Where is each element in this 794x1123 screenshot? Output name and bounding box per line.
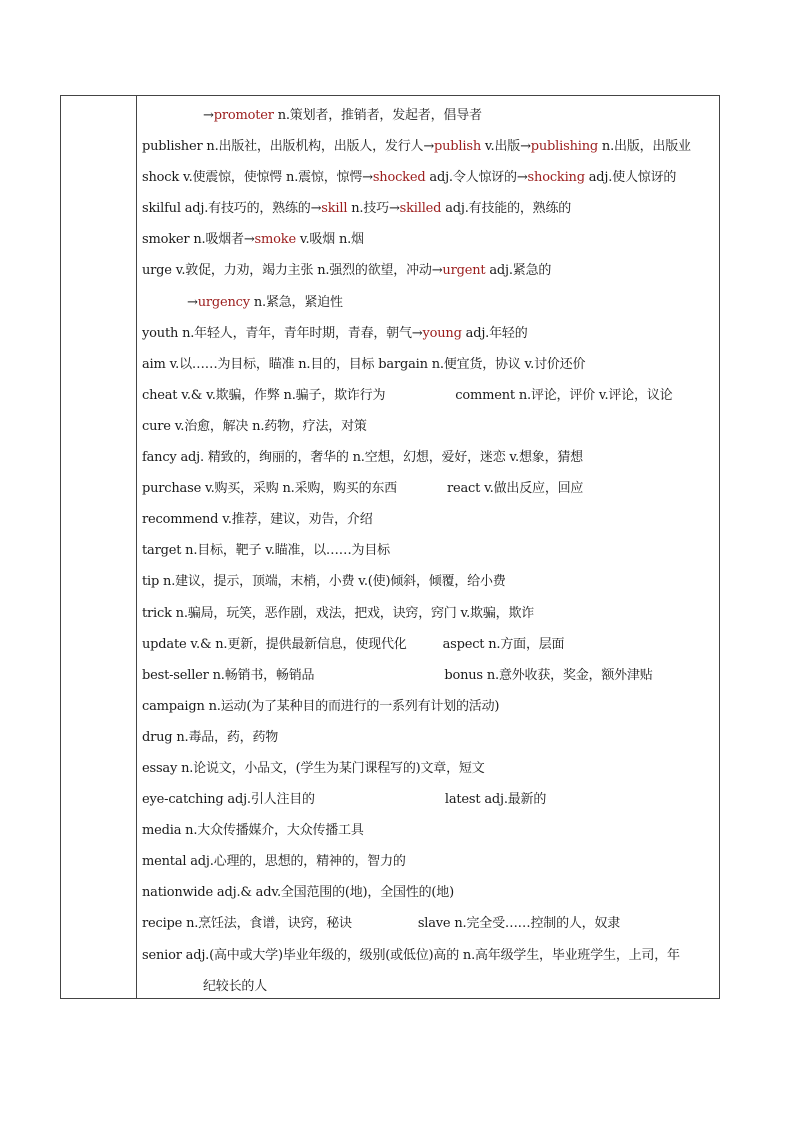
entry-text: tip n.建议，提示，顶端，末梢，小费 v.(使)倾斜，倾覆，给小费 [142,574,506,590]
entry-text: senior adj.(高中或大学)毕业年级的，级别(或低位)高的 n.高年级学生，毕业班学生，上司，年 [142,947,680,963]
vocab-line [142,598,713,629]
vocab-line [142,380,713,411]
vocab-line [142,255,713,286]
entry-text: adj.有技能的，熟练的 [441,201,572,217]
entry-text: n.策划者，推销者，发起者，倡导者 [273,108,482,123]
entry-text: purchase v.购买，采购 n.采购，购买的东西 [142,481,397,497]
entry-text: update v.& n.更新，提供最新信息，使现代化 [142,636,407,652]
vocab-line [142,784,713,815]
entry-text: v.吸烟 n.烟 [295,232,364,248]
vocab-line [142,691,713,722]
vocab-line [142,224,713,255]
entry-text: media n.大众传播媒介，大众传播工具 [142,823,364,839]
entry-text: recommend v.推荐，建议，劝告，介绍 [142,512,373,528]
vocab-line [142,287,713,318]
vocab-line [142,535,713,566]
entry-text: react v.做出反应，回应 [446,481,584,497]
entry-text: essay n.论说文，小品文，(学生为某门课程写的)文章，短文 [142,760,485,776]
entry-text: publisher n.出版社，出版机构，出版人，发行人→ [142,139,435,155]
entry-text: campaign n.运动(为了某种目的而进行的一系列有计划的活动) [142,698,500,714]
entry-text: latest adj.最新的 [444,792,547,808]
entry-text: skilful adj.有技巧的，熟练的→ [142,201,322,217]
entry-text: aspect n.方面，层面 [442,636,565,652]
derived-word: shocking [527,170,585,186]
entry-text: mental adj.心理的，思想的，精神的，智力的 [142,854,406,870]
entry-text: eye-catching adj.引人注目的 [142,792,315,808]
entry-text: n.出版，出版业 [598,139,691,155]
vocab-line [142,473,713,504]
entry-text: recipe n.烹饪法，食谱，诀窍，秘诀 [142,916,352,932]
vocabulary-table [60,95,720,999]
vocab-line [142,504,713,535]
entry-text: → [187,294,198,310]
vocab-line [142,753,713,784]
entry-text: target n.目标，靶子 v.瞄准，以……为目标 [142,543,390,559]
entry-text: n.技巧→ [347,201,400,217]
entry-text: urge v.敦促，力劝，竭力主张 n.强烈的欲望，冲动→ [142,263,443,279]
vocab-line [142,877,713,908]
entry-text: n.紧急，紧迫性 [249,294,343,310]
entry-text: smoker n.吸烟者→ [142,232,255,248]
derived-word: publishing [530,139,598,155]
entry-text: → [203,108,214,123]
vocab-line [142,442,713,473]
entry-text: shock v.使震惊，使惊愕 n.震惊，惊愕→ [142,170,373,186]
vocab-line [142,411,713,442]
entry-text: v.出版→ [481,139,531,155]
derived-word: skilled [399,201,442,217]
derived-word: skill [321,201,348,217]
vocabulary-list [142,100,713,1002]
entry-text: cheat v.& v.欺骗，作弊 n.骗子，欺诈行为 [142,387,386,403]
derived-word: young [422,325,462,341]
entry-text: best-seller n.畅销书，畅销品 [142,667,315,683]
vocab-line [142,131,713,162]
entry-text: nationwide adj.& adv.全国范围的(地)，全国性的(地) [142,885,454,901]
derived-word: urgent [442,263,486,279]
entry-text: aim v.以……为目标，瞄准 n.目的，目标 bargain n.便宜货，协议 v.讨价还价 [142,356,586,372]
entry-text: adj.紧急的 [485,263,552,279]
vocab-line [142,908,713,939]
vocab-line [142,846,713,877]
vocab-line [142,193,713,224]
vocab-line [142,722,713,753]
derived-word: promoter [213,108,274,123]
vocab-line [142,660,713,691]
entry-text: 纪较长的人 [203,978,268,994]
derived-word: urgency [197,294,250,310]
entry-text: trick n.骗局，玩笑，恶作剧，戏法，把戏，诀窍，窍门 v.欺骗，欺诈 [142,605,535,621]
vocab-line [142,815,713,846]
vocab-line [142,566,713,597]
vocab-line [142,940,713,971]
vocab-line [142,349,713,380]
entry-text: comment n.评论，评价 v.评论，议论 [455,387,673,403]
entry-text: bonus n.意外收获，奖金，额外津贴 [444,667,653,683]
derived-word: shocked [372,170,426,186]
entry-text: adj.年轻的 [461,325,528,341]
entry-text: slave n.完全受……控制的人，奴隶 [417,916,621,932]
entry-text: youth n.年轻人，青年，青年时期，青春，朝气→ [142,325,423,341]
vocab-line [142,971,713,1002]
entry-text: cure v.治愈，解决 n.药物，疗法，对策 [142,418,367,434]
vocab-line [142,162,713,193]
derived-word: smoke [254,232,296,248]
derived-word: publish [434,139,481,155]
entry-text: fancy adj. 精致的，绚丽的，奢华的 n.空想，幻想，爱好，迷恋 v.想象，猜想 [142,450,583,466]
entry-text: adj.使人惊讶的 [584,170,677,186]
vocab-line [142,100,713,131]
vocab-line [142,629,713,660]
entry-text: drug n.毒品，药，药物 [142,729,279,745]
vocab-line [142,318,713,349]
table-left-column [61,96,137,998]
entry-text: adj.令人惊讶的→ [425,170,528,186]
